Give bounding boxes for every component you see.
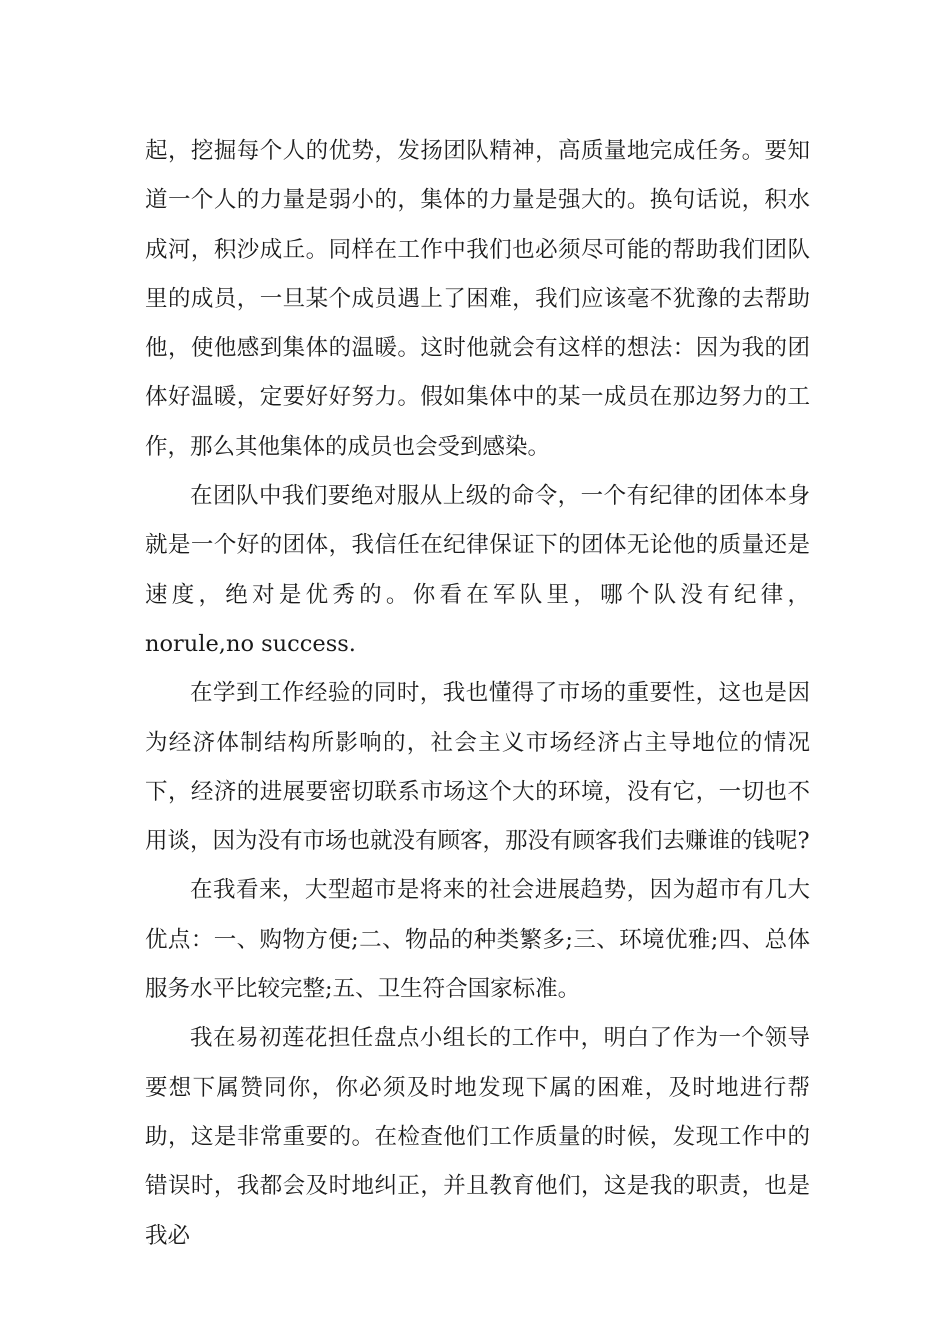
paragraph-1: 起，挖掘每个人的优势，发扬团队精神，高质量地完成任务。要知道一个人的力量是弱小的，集体的力量是强大的。换句话说，积水成河，积沙成丘。同样在工作中我们也必须尽可能的帮助我们团队里的成员，一旦某个成员遇上了困难，我们应该毫不犹豫的去帮助他，使他感到集体的温暖。这时他就会有这样的想法：因为我的团体好温暖，定要好好努力。假如集体中的某一成员在那边努力的工作，那么其他集体的成员也会受到感染。 xyxy=(145,138,810,460)
paragraph-2: 在团队中我们要绝对服从上级的命令，一个有纪律的团体本身就是一个好的团体，我信任在纪律保证下的团体无论他的质量还是速度，绝对是优秀的。你看在军队里，哪个队没有纪律，norule,no success. xyxy=(145,483,810,657)
paragraph-3: 在学到工作经验的同时，我也懂得了市场的重要性，这也是因为经济体制结构所影响的，社会主义市场经济占主导地位的情况下，经济的进展要密切联系市场这个大的环境，没有它，一切也不用谈，因为没有市场也就没有顾客，那没有顾客我们去赚谁的钱呢? xyxy=(145,680,810,855)
paragraph-5: 我在易初莲花担任盘点小组长的工作中，明白了作为一个领导要想下属赞同你，你必须及时地发现下属的困难，及时地进行帮助，这是非常重要的。在检查他们工作质量的时候，发现工作中的错误时，我都会及时地纠正，并且教育他们，这是我的职责，也是我必 xyxy=(145,1025,810,1249)
paragraph-4: 在我看来，大型超市是将来的社会进展趋势，因为超市有几大优点：一、购物方便;二、物品的种类繁多;三、环境优雅;四、总体服务水平比较完整;五、卫生符合国家标准。 xyxy=(145,877,810,1003)
document-body xyxy=(145,127,810,1261)
